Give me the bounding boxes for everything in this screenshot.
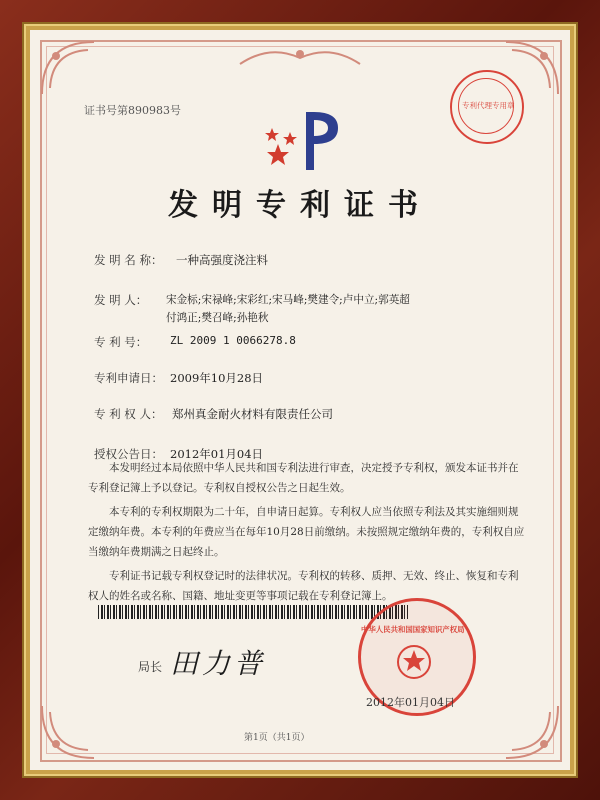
- field-value-inventors-cont: 付鸿正;樊召峰;孙艳秋: [166, 312, 269, 324]
- field-value-patent-number: ZL 2009 1 0066278.8: [170, 334, 296, 347]
- patent-office-logo-icon: [258, 104, 348, 174]
- agency-seal-text: 专利代理专用章: [462, 101, 515, 110]
- field-value-grant-date: 2012年01月04日: [170, 447, 264, 461]
- field-value-invention-name: 一种高强度浇注料: [176, 253, 268, 267]
- seal-date: 2012年01月04日: [366, 696, 455, 709]
- field-label-grant-date: 授权公告日：: [94, 447, 163, 461]
- field-value-inventors: 宋金标;宋禄峰;宋彩红;宋马峰;樊建令;卢中立;郭英超: [166, 294, 410, 306]
- certificate-number: 证书号第890983号: [84, 104, 181, 117]
- field-value-filing-date: 2009年10月28日: [170, 371, 264, 385]
- field-label-filing-date: 专利申请日：: [94, 371, 163, 385]
- director-signature: 田力普: [170, 647, 267, 680]
- field-value-patentee: 郑州真金耐火材料有限责任公司: [172, 407, 333, 421]
- corner-ornament-icon: [38, 38, 98, 98]
- body-paragraph-1: 本发明经过本局依照中华人民共和国专利法进行审查，决定授予专利权，颁发本证书并在专利登记簿上予以登记。专利权自授权公告之日起生效。: [88, 462, 519, 494]
- top-ornament-icon: [230, 44, 370, 68]
- body-paragraph-3: 专利证书记载专利权登记时的法律状况。专利权的转移、质押、无效、终止、恢复和专利权人的姓名或名称、国籍、地址变更等事项记载在专利登记簿上。: [88, 570, 519, 602]
- field-label-patent-number: 专 利 号：: [94, 335, 148, 349]
- national-emblem-icon: [394, 642, 434, 682]
- field-label-inventors: 发 明 人：: [94, 293, 148, 307]
- corner-ornament-icon: [38, 702, 98, 762]
- field-label-patentee: 专 利 权 人：: [94, 407, 163, 421]
- certificate-title: 发明专利证书: [168, 188, 432, 223]
- field-label-invention-name: 发 明 名 称：: [94, 253, 163, 267]
- director-label: 局长: [138, 660, 163, 674]
- page-note: 第1页（共1页）: [244, 733, 310, 743]
- corner-ornament-icon: [502, 702, 562, 762]
- certificate-paper: [30, 30, 570, 770]
- body-paragraph-2: 本专利的专利权期限为二十年，自申请日起算。专利权人应当依照专利法及其实施细则规定缴纳年费。本专利的年费应当在每年10月28日前缴纳。未按照规定缴纳年费的，专利权自应当缴纳年费期满之日起终止。: [88, 506, 525, 558]
- patent-office-seal-text: 中华人民共和国国家知识产权局: [361, 625, 465, 634]
- barcode: [98, 605, 408, 619]
